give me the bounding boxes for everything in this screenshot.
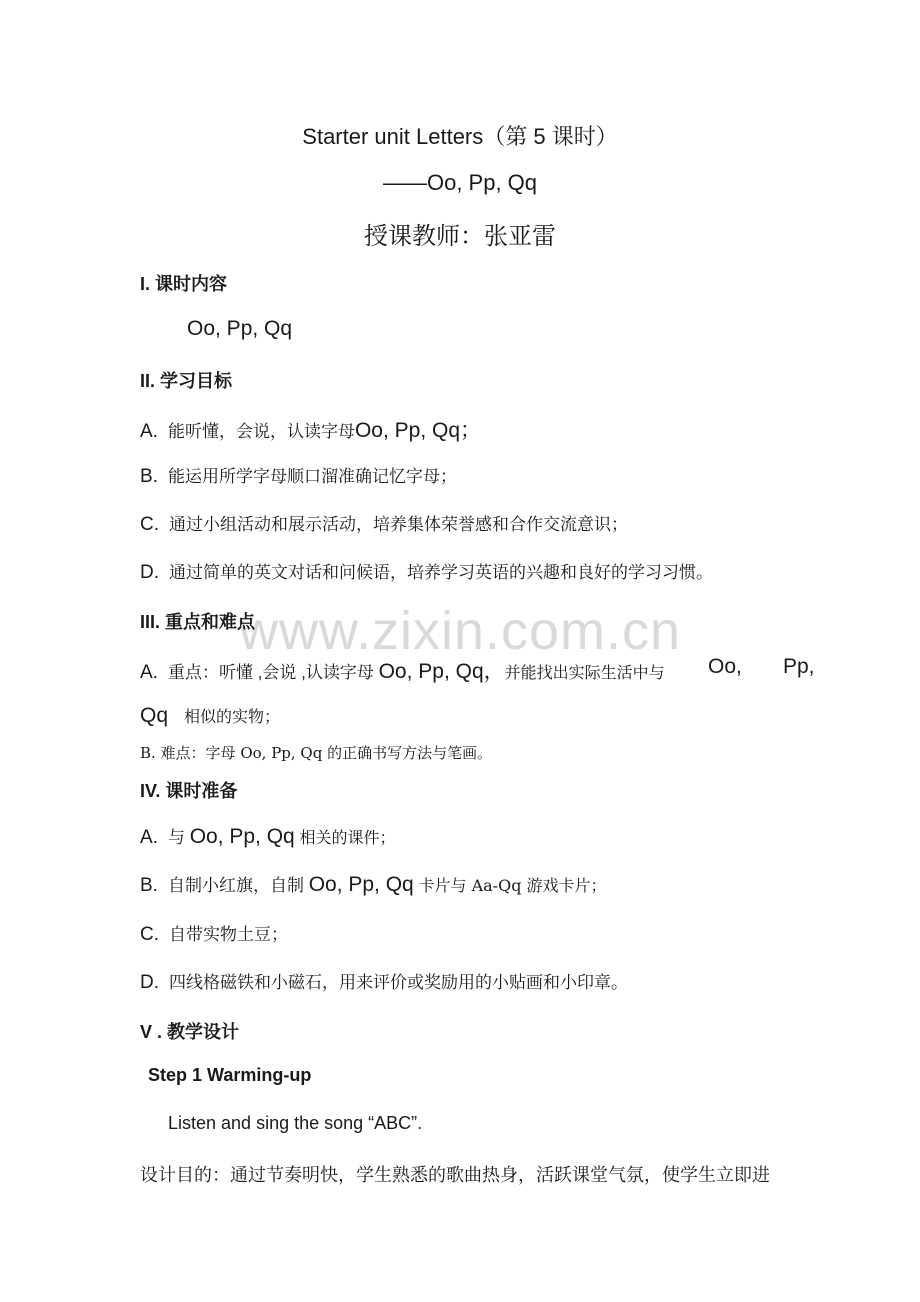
item-label: B. [140, 875, 158, 896]
letter-qq: Qq [140, 704, 169, 727]
item-label: A. [140, 421, 158, 442]
letter-oo: Oo, [708, 655, 742, 678]
preparation-d [140, 968, 628, 994]
item-text: 与 [167, 828, 185, 847]
item-text: 四线格磁铁和小磁石，用来评价或奖励用的小贴画和小印章。 [169, 973, 628, 992]
objective-d [140, 558, 713, 584]
step-heading: Step 1 Warming-up [148, 1065, 312, 1085]
item-text: 自制小红旗，自制 [167, 876, 304, 895]
document-subtitle: ——Oo, Pp, Qq [382, 170, 538, 195]
document-title: Starter unit Letters（第 5 课时） [302, 124, 618, 149]
section-heading-key-points: III. 重点和难点 [140, 612, 256, 632]
item-text-tail: 并能找出实际生活中与 [504, 663, 665, 682]
objective-b [140, 462, 457, 488]
item-letters: Oo, Pp, Qq； [354, 419, 482, 442]
teacher-name: 授课教师：张亚雷 [364, 222, 556, 250]
preparation-a [140, 823, 396, 849]
item-label: D. [140, 562, 159, 583]
design-purpose: 设计目的：通过节奏明快，学生熟悉的歌曲热身，活跃课堂气氛，使学生立即进 [140, 1165, 770, 1185]
objective-c [140, 510, 628, 536]
step-text: Listen and sing the song “ABC”. [168, 1113, 423, 1133]
section-heading-design: V . 教学设计 [140, 1022, 240, 1042]
item-letters: Oo, Pp, Qq [189, 825, 295, 848]
section-heading-content: I. 课时内容 [140, 274, 228, 294]
key-point-a-cont [140, 704, 280, 728]
item-label: D. [140, 972, 159, 993]
item-label: C. [140, 924, 159, 945]
item-label: A. [140, 827, 158, 848]
item-label: A. [140, 662, 158, 683]
item-text: 通过简单的英文对话和问候语，培养学习英语的兴趣和良好的学习习惯。 [169, 563, 713, 582]
section-heading-objectives: II. 学习目标 [140, 371, 233, 391]
preparation-b [140, 871, 607, 897]
item-text: 重点：听懂 ,会说 ,认读字母 [167, 663, 374, 682]
item-letters: Oo, Pp, Qq [308, 873, 414, 896]
key-point-b: B. 难点：字母 Oo, Pp, Qq 的正确书写方法与笔画。 [140, 744, 493, 762]
key-point-a [140, 655, 665, 685]
lesson-content-letters: Oo, Pp, Qq [187, 317, 293, 340]
item-text: 能听懂，会说，认读字母 [167, 422, 355, 441]
item-text-tail: 相关的课件； [299, 828, 396, 847]
objective-a [140, 414, 481, 444]
item-letters: Oo, Pp, Qq， [378, 660, 505, 683]
item-text: 通过小组活动和展示活动，培养集体荣誉感和合作交流意识； [169, 515, 628, 534]
watermark: www.zixin.com.cn [238, 601, 682, 661]
item-label: C. [140, 514, 159, 535]
item-text: 自带实物土豆； [169, 925, 288, 944]
section-heading-preparation: IV. 课时准备 [140, 781, 238, 801]
preparation-c [140, 920, 288, 946]
item-label: B. [140, 466, 158, 487]
letter-pp: Pp, [783, 655, 815, 678]
item-text-tail: 卡片与 Aa-Qq 游戏卡片； [418, 876, 607, 895]
item-text: 能运用所学字母顺口溜准确记忆字母； [167, 467, 457, 486]
item-text: 相似的实物； [184, 707, 281, 726]
